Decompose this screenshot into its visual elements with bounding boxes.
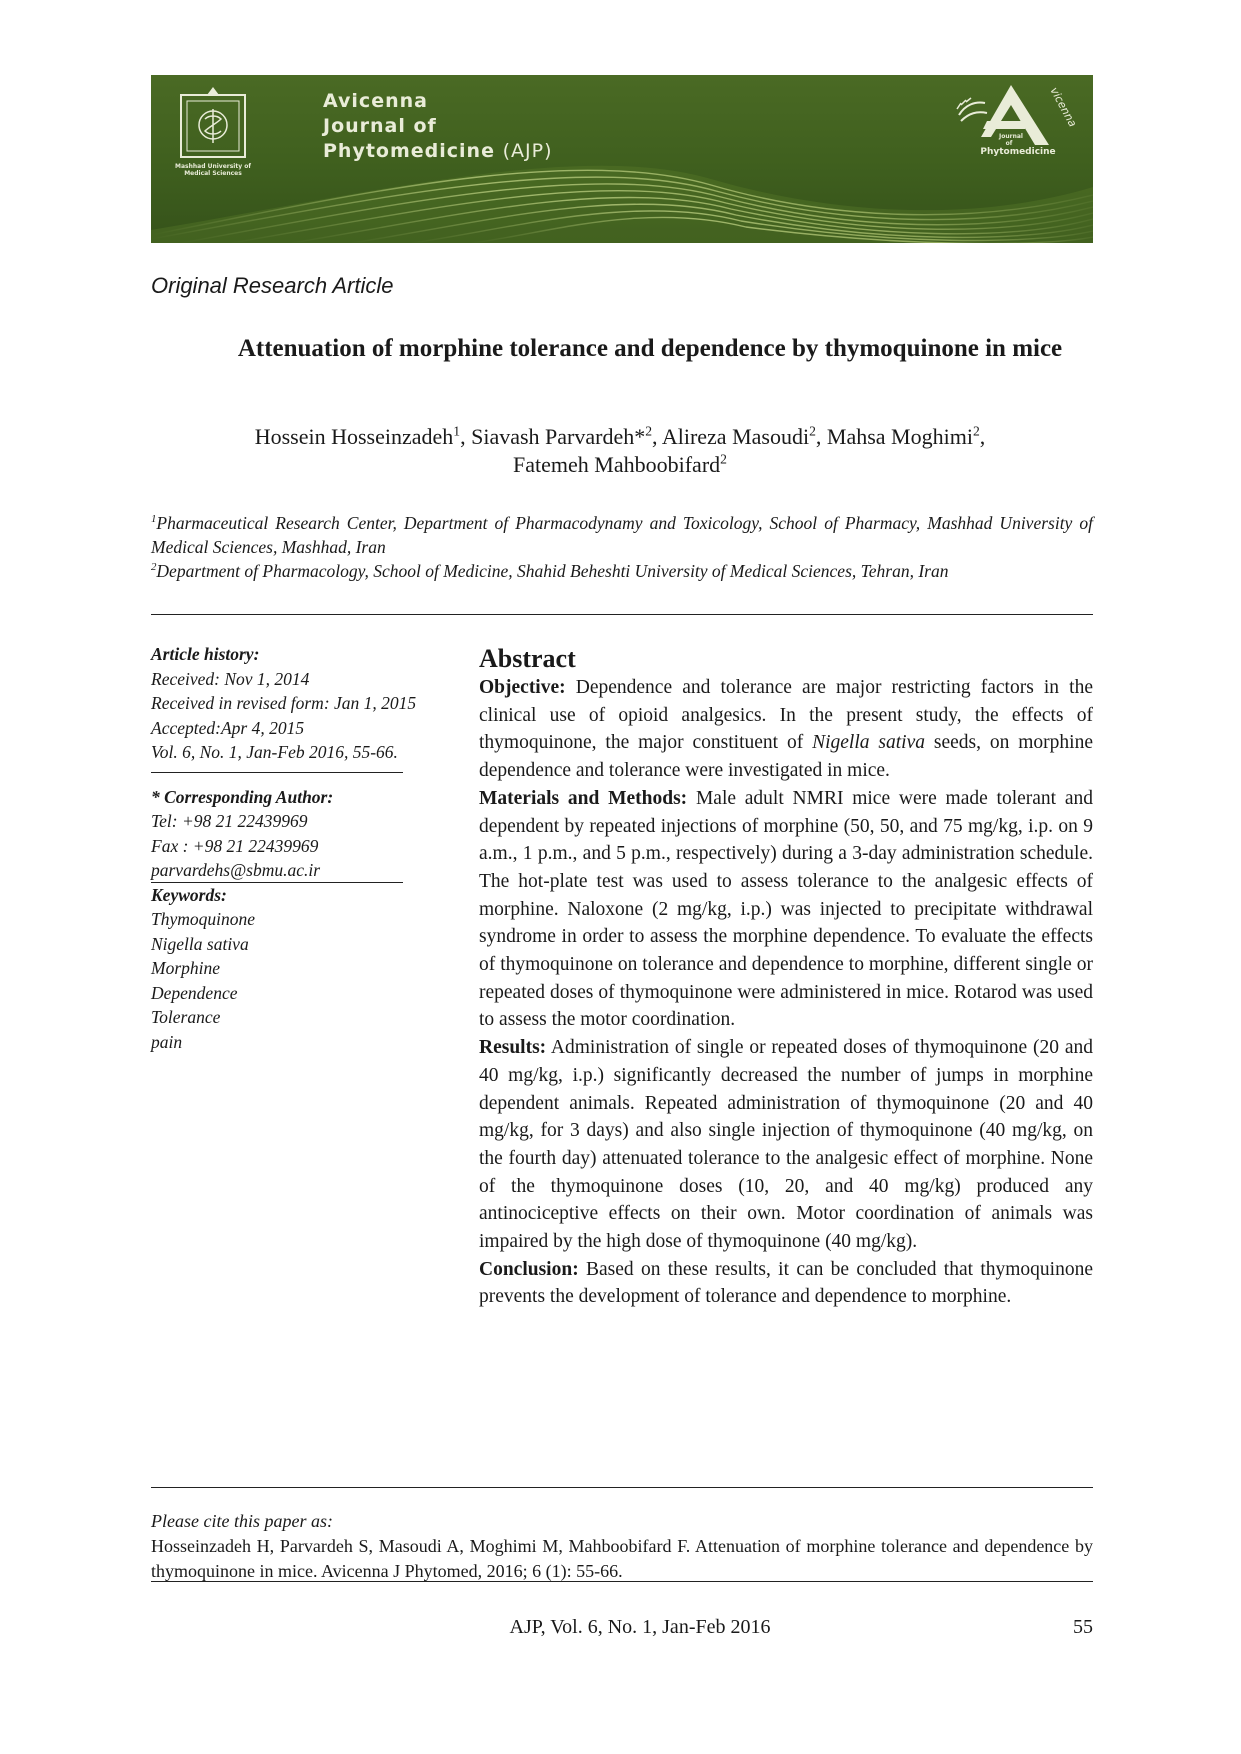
keyword: Dependence [151, 982, 238, 1003]
abstract-results: Results: Administration of single or repeated doses of thymoquinone (20 and 40 mg/kg, i.p.) significantly decreased the number of jumps in morphine dependent animals. Repeated administration of thymoquinone (20 and 40 mg/kg, for 3 days) and also single injection of thymoquinone (40 mg/kg, on the fourth day) attenuated tolerance to the analgesic effect of morphine. None of the thymoquinone doses (10, 20, and 40 mg/kg) produced any antinociceptive effects on their own. Motor coordination of animals was impaired by the high dose of thymoquinone (40 mg/kg). [479, 1037, 1093, 1253]
divider [151, 772, 403, 773]
logo-phytomedicine: Phytomedicine [980, 147, 1056, 157]
logo-vicenna: vicenna [1047, 85, 1080, 130]
keyword: Morphine [151, 958, 221, 978]
page-number: 55 [1073, 1616, 1093, 1638]
footer-journal-info: AJP, Vol. 6, No. 1, Jan-Feb 2016 [509, 1616, 771, 1638]
author: Alireza Masoudi$^2$, [661, 423, 827, 449]
citation-text: Hosseinzadeh H, Parvardeh S, Masoudi A, Moghimi M, Mahboobifard F. Attenuation of morphine tolerance and dependence by thymoquinone in mice. Avicenna J Phytomed, 2016; 6 (1): 55-66. [151, 1536, 1093, 1581]
citation-heading: Please cite this paper as: [151, 1511, 333, 1531]
revised-date: Received in revised form: Jan 1, 2015 [151, 693, 417, 713]
abstract-heading: Abstract [479, 644, 576, 673]
received-date: Received: Nov 1, 2014 [151, 668, 310, 689]
article-info-sidebar [151, 642, 421, 1054]
divider [151, 614, 1093, 615]
keyword: Nigella sativa [151, 933, 249, 954]
affiliation: $^2$Department of Pharmacology, School of Medicine, Shahid Beheshti University of Medical Sciences, Tehran, Iran [151, 561, 949, 581]
author: Siavash Parvardeh*$^2$, [471, 423, 662, 449]
article-type: Original Research Article [151, 273, 394, 298]
author: Fatemeh Mahboobifard$^2$ [513, 451, 727, 477]
accepted-date: Accepted:Apr 4, 2015 [151, 717, 305, 738]
journal-abbrev: (AJP) [502, 140, 553, 162]
fax: Fax : +98 21 22439969 [151, 835, 319, 856]
corresponding-heading: * Corresponding Author: [151, 786, 334, 807]
email-link[interactable]: parvardehs@sbmu.ac.ir [151, 860, 321, 880]
logo-journal-of: Journal of [999, 133, 1023, 147]
divider [151, 1487, 1093, 1488]
abstract-objective: Objective: Dependence and tolerance are major restricting factors in the clinical use of opioid analgesics. In the present study, the effects of thymoquinone, the major constituent of Nigella sativa seeds, on morphine dependence and tolerance were investigated in mice. [479, 677, 1093, 782]
volume-info: Vol. 6, No. 1, Jan-Feb 2016, 55-66. [151, 742, 398, 762]
keyword: Tolerance [151, 1007, 221, 1027]
university-logo [169, 85, 257, 177]
abstract-methods: Materials and Methods: Male adult NMRI mice were made tolerant and dependent by repeated injections of morphine (50, 50, and 75 mg/kg, i.p. on 9 a.m., 1 p.m., and 5 p.m., respectively) during a 3-day administration schedule. The hot-plate test was used to assess tolerance to the analgesic effects of morphine. Naloxone (2 mg/kg, i.p.) was injected to precipitate withdrawal syndrome in order to assess the morphine dependence. To evaluate the effects of thymoquinone on tolerance and dependence to morphine, different single or repeated doses of thymoquinone were administered in mice. Rotarod was used to assess the motor coordination. [479, 787, 1093, 1031]
author: Mahsa Moghimi$^2$, [826, 423, 986, 449]
paper-title: Attenuation of morphine tolerance and dependence by thymoquinone in mice [237, 335, 1063, 362]
journal-title [323, 89, 552, 164]
keyword: Thymoquinone [151, 909, 256, 929]
journal-banner [151, 75, 1093, 243]
affiliation: $^1$Pharmaceutical Research Center, Department of Pharmacodynamy and Toxicology, School of Pharmacy, Mashhad University of Medical Sciences, Mashhad, Iran [151, 513, 1093, 557]
ajp-logo [951, 75, 1091, 185]
journal-title-line3: Phytomedicine [323, 140, 495, 162]
abstract-conclusion: Conclusion: Based on these results, it can be concluded that thymoquinone prevents the development of tolerance and dependence to morphine. [479, 1258, 1093, 1308]
journal-title-line2: Journal of [323, 115, 437, 137]
university-caption: Mashhad University of Medical Sciences [175, 163, 251, 177]
divider [151, 1581, 1093, 1582]
history-heading: Article history: [151, 644, 260, 664]
author-list [170, 423, 1070, 479]
journal-title-line1: Avicenna [323, 90, 428, 112]
keywords-heading: Keywords: [151, 884, 227, 905]
citation-block [151, 1509, 1093, 1584]
affiliations [151, 511, 1093, 583]
author: Hossein Hosseinzadeh$^1$, [254, 423, 472, 449]
abstract [479, 644, 1093, 1311]
keyword: pain [151, 1031, 183, 1052]
tel: Tel: +98 21 22439969 [151, 811, 308, 831]
